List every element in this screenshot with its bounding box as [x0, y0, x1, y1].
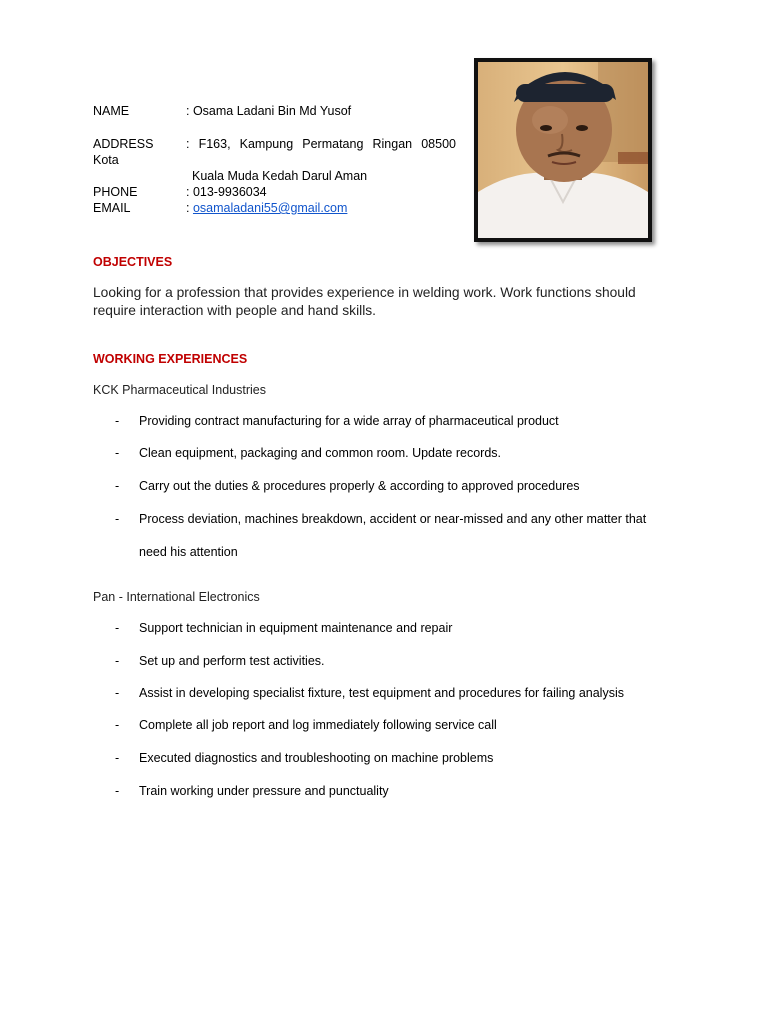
bullet-mark: -	[115, 718, 120, 732]
address-word: F163,	[198, 137, 231, 151]
bullet-mark: -	[115, 512, 120, 526]
profile-photo	[474, 58, 652, 242]
bullet-mark: -	[115, 446, 120, 460]
objectives-heading: OBJECTIVES	[93, 255, 173, 269]
job-bullet-continuation: need his attention	[139, 545, 238, 559]
job-bullet: Support technician in equipment maintenance and repair	[139, 621, 453, 635]
job-bullet: Set up and perform test activities.	[139, 654, 325, 668]
job-bullet: Train working under pressure and punctuality	[139, 784, 389, 798]
bullet-mark: -	[115, 784, 120, 798]
address-wrap: Kota	[93, 153, 119, 167]
company-name: Pan - International Electronics	[93, 590, 260, 604]
email-link[interactable]: osamaladani55@gmail.com	[192, 201, 348, 215]
email-row	[186, 200, 347, 216]
name-value: : Osama Ladani Bin Md Yusof	[186, 104, 352, 118]
bullet-mark: -	[115, 654, 120, 668]
address-colon: :	[186, 137, 190, 151]
bullet-mark: -	[115, 751, 120, 765]
bullet-mark: -	[115, 621, 120, 635]
bullet-mark: -	[115, 479, 120, 493]
profile-photo-illustration	[478, 62, 648, 238]
address-word: Ringan	[372, 137, 413, 151]
address-label: ADDRESS	[93, 137, 154, 151]
address-line-2: Kuala Muda Kedah Darul Aman	[192, 169, 368, 183]
company-name: KCK Pharmaceutical Industries	[93, 383, 266, 397]
bullet-mark: -	[115, 414, 120, 428]
job-bullet: Clean equipment, packaging and common room. Update records.	[139, 446, 502, 460]
phone-value: : 013-9936034	[186, 185, 267, 199]
job-bullet: Providing contract manufacturing for a wide array of pharmaceutical product	[139, 414, 559, 428]
objective-line: require interaction with people and hand skills.	[93, 303, 377, 318]
job-bullet: Carry out the duties & procedures properly & according to approved procedures	[139, 479, 580, 493]
objective-line: Looking for a profession that provides experience in welding work. Work functions should	[93, 285, 636, 300]
bullet-mark: -	[115, 686, 120, 700]
job-bullet: Executed diagnostics and troubleshooting on machine problems	[139, 751, 494, 765]
email-colon: :	[186, 201, 190, 215]
job-bullet: Assist in developing specialist fixture, test equipment and procedures for failing analysis	[139, 686, 624, 700]
address-line-1	[186, 136, 456, 152]
job-bullet: Complete all job report and log immediately following service call	[139, 718, 497, 732]
address-word: Permatang	[302, 137, 364, 151]
phone-label: PHONE	[93, 185, 138, 199]
job-bullet: Process deviation, machines breakdown, accident or near-missed and any other matter that	[139, 512, 647, 526]
experience-heading: WORKING EXPERIENCES	[93, 352, 248, 366]
address-word: 08500	[421, 137, 456, 151]
email-label: EMAIL	[93, 201, 131, 215]
address-word: Kampung	[239, 137, 294, 151]
name-label: NAME	[93, 104, 130, 118]
